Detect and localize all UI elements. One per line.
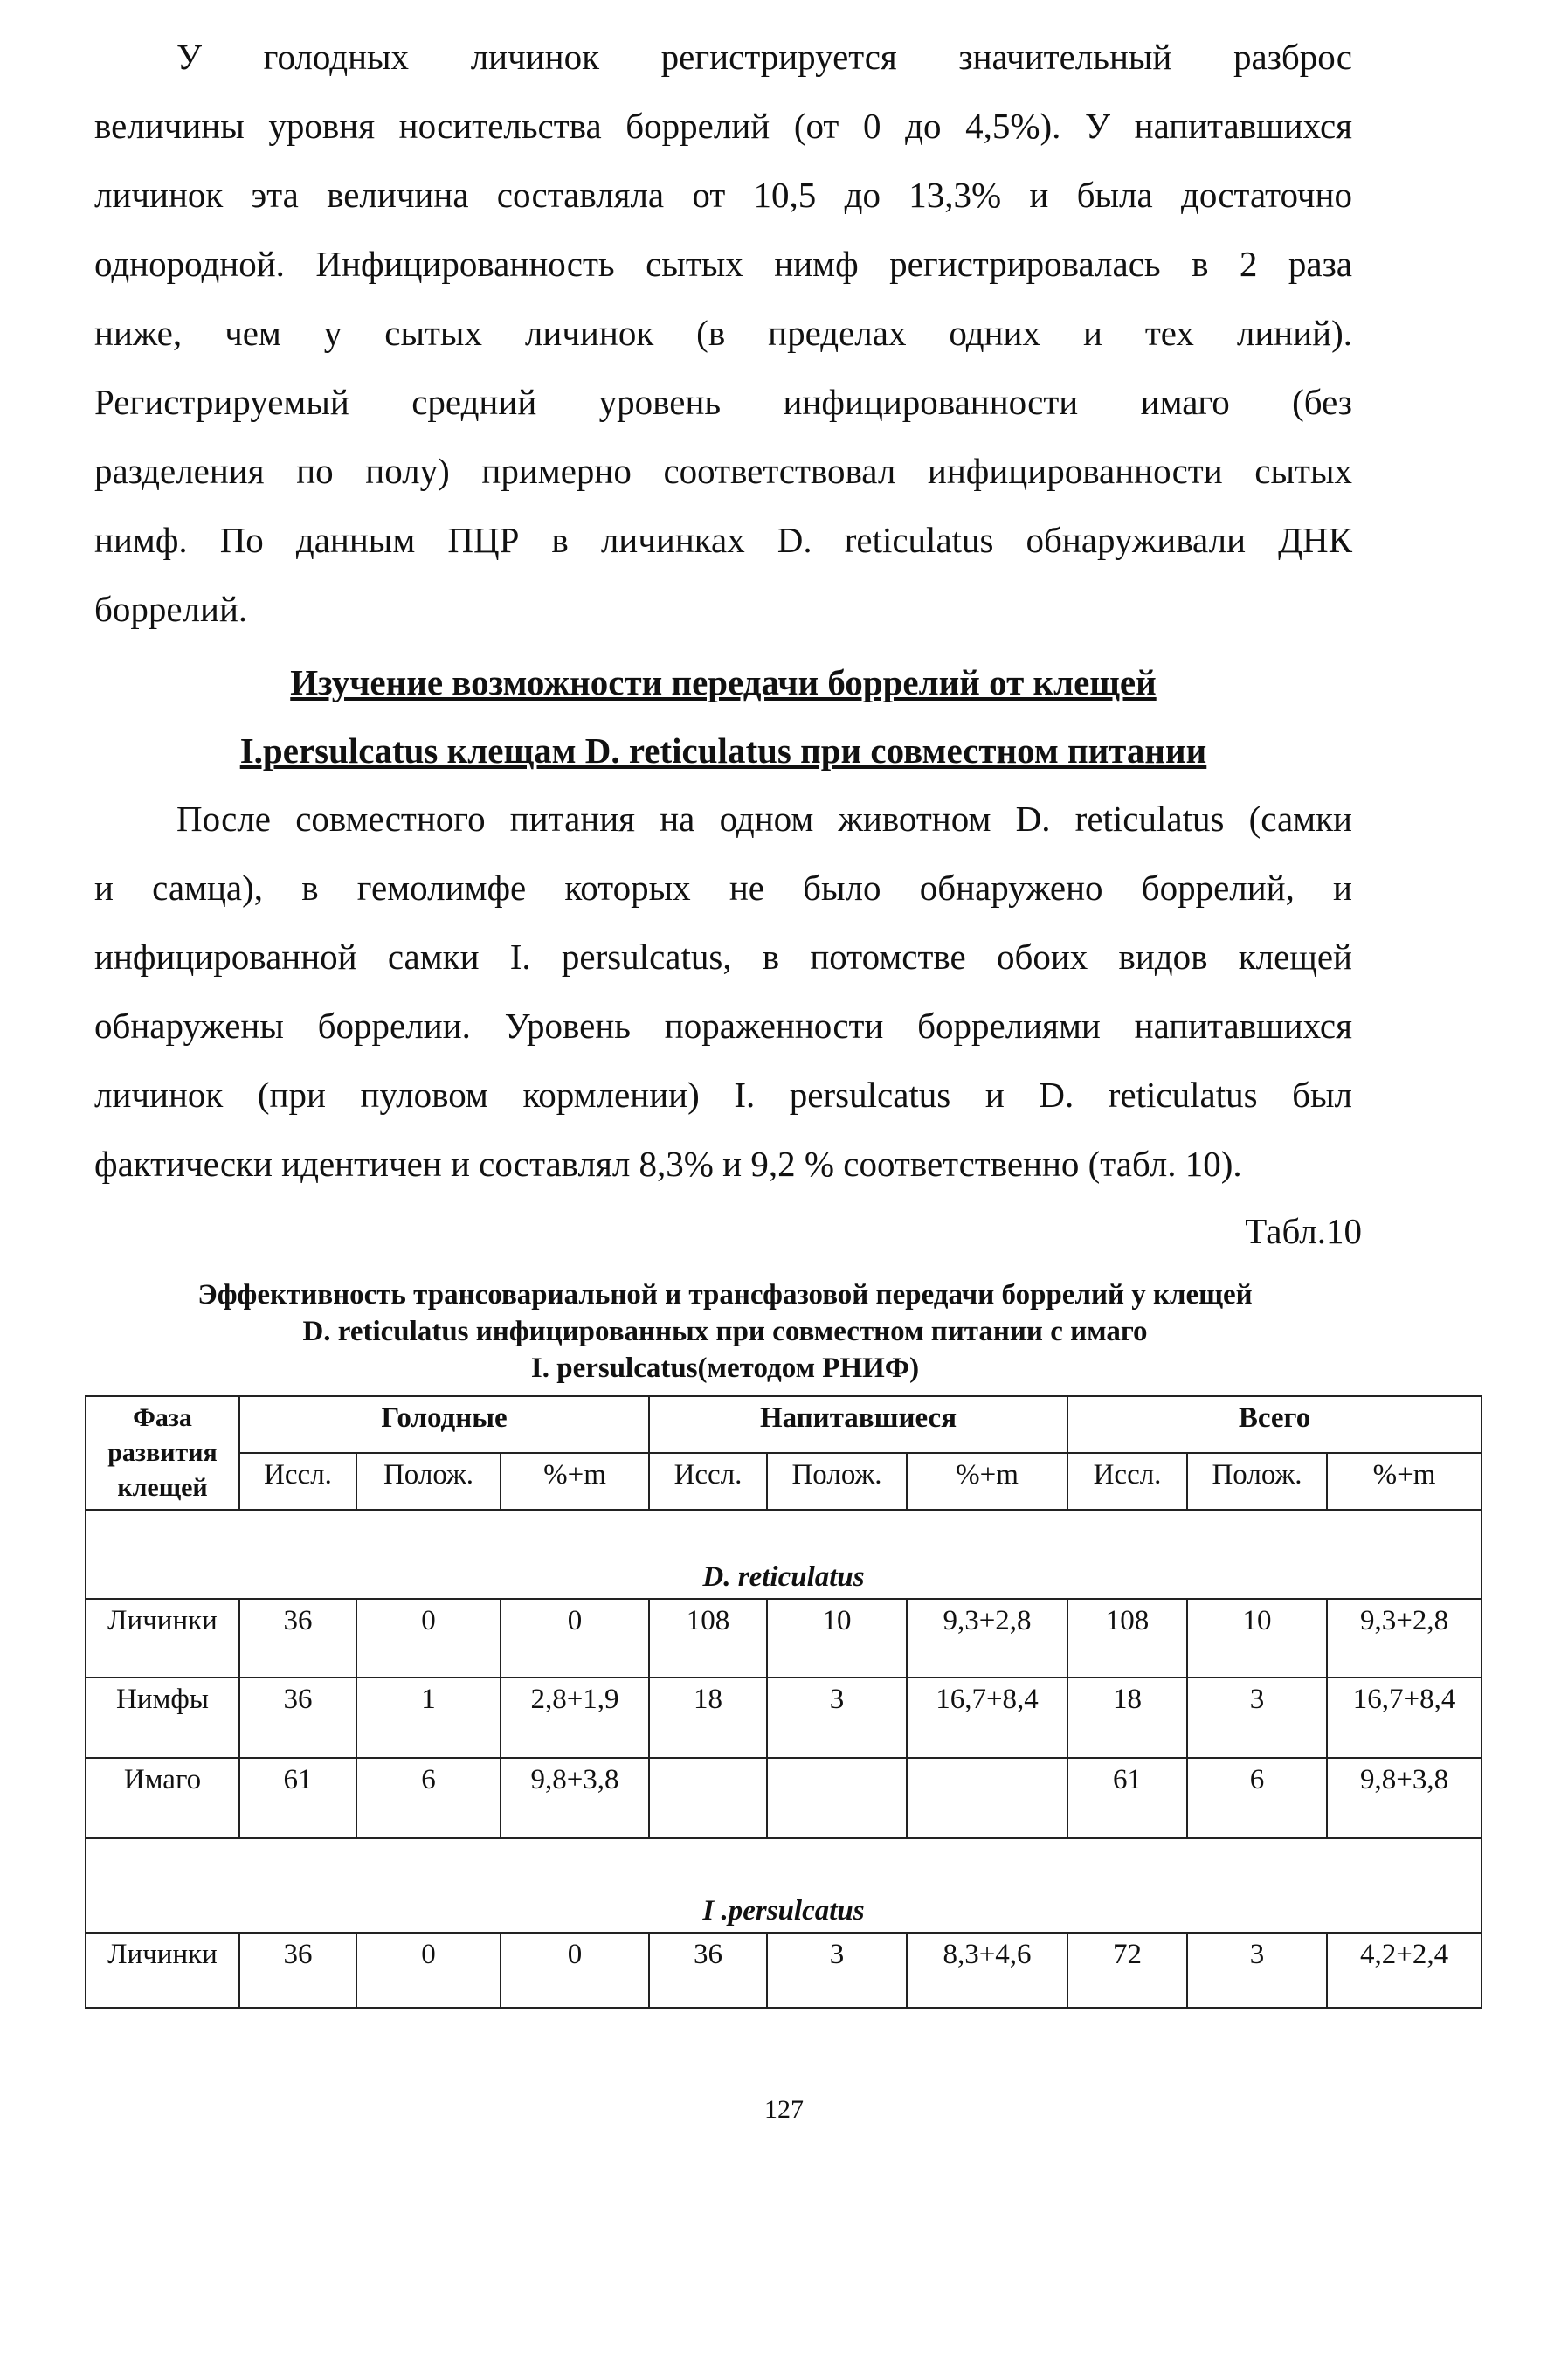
group-header: Всего <box>1067 1396 1482 1453</box>
text-line: величины уровня носительства боррелий (от 0 до 4,5%). У напитавшихся <box>94 106 1352 146</box>
table-cell: 8,3+4,6 <box>907 1933 1067 2008</box>
table-cell: 36 <box>649 1933 767 2008</box>
subheader-cell: Полож. <box>356 1453 501 1510</box>
text-line: инфицированной самки I. persulcatus, в потомстве обоих видов клещей <box>94 937 1352 977</box>
table-cell: 18 <box>1067 1678 1187 1758</box>
text-line: и самца), в гемолимфе которых не было обнаружено боррелий, и <box>94 868 1352 908</box>
text-line: боррелий. <box>94 589 248 629</box>
table-cell: 0 <box>501 1599 649 1678</box>
section-heading-line-2: I.persulcatus клещам D. reticulatus при совместном питании <box>239 730 1207 771</box>
text-line: однородной. Инфицированность сытых нимф регистрировалась в 2 раза <box>94 244 1352 284</box>
table-caption-line-3: I. persulcatus(методом РНИФ) <box>530 1352 920 1384</box>
subheader-cell: Иссл. <box>649 1453 767 1510</box>
species-label: I .persulcatus <box>86 1838 1482 1933</box>
table-row <box>86 1933 1482 2008</box>
text-line: обнаружены боррелии. Уровень пораженности боррелиями напитавшихся <box>94 1006 1352 1046</box>
table-cell: 61 <box>239 1758 356 1838</box>
paragraph-2 <box>94 785 1352 1199</box>
table-cell: 1 <box>356 1678 501 1758</box>
table-cell: 108 <box>1067 1599 1187 1678</box>
table-cell <box>907 1758 1067 1838</box>
data-table <box>85 1395 1482 2009</box>
table-cell: 2,8+1,9 <box>501 1678 649 1758</box>
subheader-cell: Иссл. <box>239 1453 356 1510</box>
table-cell: 0 <box>356 1599 501 1678</box>
table-cell: 0 <box>501 1933 649 2008</box>
table-row <box>86 1599 1482 1678</box>
species-row <box>86 1510 1482 1599</box>
text-line: личинок (при пуловом кормлении) I. persulcatus и D. reticulatus был <box>94 1075 1352 1115</box>
paragraph-1 <box>94 23 1352 644</box>
subheader-cell: %+m <box>501 1453 649 1510</box>
text-line: ниже, чем у сытых личинок (в пределах одних и тех линий). <box>94 313 1352 353</box>
table-cell: 36 <box>239 1599 356 1678</box>
group-header: Напитавшиеся <box>649 1396 1067 1453</box>
table-cell: 3 <box>1187 1933 1327 2008</box>
table-cell: 3 <box>767 1933 907 2008</box>
table-cell: 72 <box>1067 1933 1187 2008</box>
table-caption-line-2: D. reticulatus инфицированных при совместном питании с имаго <box>302 1316 1148 1347</box>
table-cell: 10 <box>1187 1599 1327 1678</box>
table-cell: 16,7+8,4 <box>1327 1678 1482 1758</box>
species-label: D. reticulatus <box>86 1510 1482 1599</box>
subheader-cell: Полож. <box>1187 1453 1327 1510</box>
table-cell: 0 <box>356 1933 501 2008</box>
group-header: Голодные <box>239 1396 649 1453</box>
phase-cell: Нимфы <box>86 1678 239 1758</box>
table-cell: 36 <box>239 1933 356 2008</box>
phase-header: Фаза развития клещей <box>86 1396 239 1510</box>
table-cell: 10 <box>767 1599 907 1678</box>
table-cell: 6 <box>356 1758 501 1838</box>
subheader-cell: %+m <box>1327 1453 1482 1510</box>
table-label: Табл.10 <box>1245 1211 1362 1251</box>
table-cell <box>649 1758 767 1838</box>
table-cell: 61 <box>1067 1758 1187 1838</box>
text-line: фактически идентичен и составлял 8,3% и 9,2 % соответственно (табл. 10). <box>94 1144 1242 1184</box>
table-cell: 9,3+2,8 <box>907 1599 1067 1678</box>
table-cell <box>767 1758 907 1838</box>
text-line: После совместного питания на одном животном D. reticulatus (самки <box>176 799 1352 839</box>
text-line: разделения по полу) примерно соответствовал инфицированности сытых <box>94 451 1352 491</box>
table-header-row <box>86 1396 1482 1453</box>
section-heading-line-1: Изучение возможности передачи боррелий от клещей <box>290 662 1157 702</box>
phase-cell: Личинки <box>86 1599 239 1678</box>
table-cell: 9,8+3,8 <box>1327 1758 1482 1838</box>
page-number: 127 <box>764 2095 804 2124</box>
phase-cell: Имаго <box>86 1758 239 1838</box>
table-cell: 6 <box>1187 1758 1327 1838</box>
table-cell: 18 <box>649 1678 767 1758</box>
table-cell: 4,2+2,4 <box>1327 1933 1482 2008</box>
text-line: У голодных личинок регистрируется значительный разброс <box>176 37 1352 77</box>
text-line: личинок эта величина составляла от 10,5 до 13,3% и была достаточно <box>94 175 1352 215</box>
text-line: нимф. По данным ПЦР в личинках D. reticulatus обнаруживали ДНК <box>94 520 1352 560</box>
table-cell: 9,3+2,8 <box>1327 1599 1482 1678</box>
table-cell: 16,7+8,4 <box>907 1678 1067 1758</box>
table-cell: 108 <box>649 1599 767 1678</box>
table-subheader-row <box>86 1453 1482 1510</box>
subheader-cell: Полож. <box>767 1453 907 1510</box>
species-row <box>86 1838 1482 1933</box>
table-cell: 3 <box>1187 1678 1327 1758</box>
table-caption-line-1: Эффективность трансовариальной и трансфазовой передачи боррелий у клещей <box>197 1279 1253 1311</box>
table-row <box>86 1758 1482 1838</box>
phase-cell: Личинки <box>86 1933 239 2008</box>
subheader-cell: Иссл. <box>1067 1453 1187 1510</box>
table-row <box>86 1678 1482 1758</box>
table-cell: 36 <box>239 1678 356 1758</box>
subheader-cell: %+m <box>907 1453 1067 1510</box>
text-line: Регистрируемый средний уровень инфицированности имаго (без <box>94 382 1352 422</box>
table-cell: 9,8+3,8 <box>501 1758 649 1838</box>
table-cell: 3 <box>767 1678 907 1758</box>
